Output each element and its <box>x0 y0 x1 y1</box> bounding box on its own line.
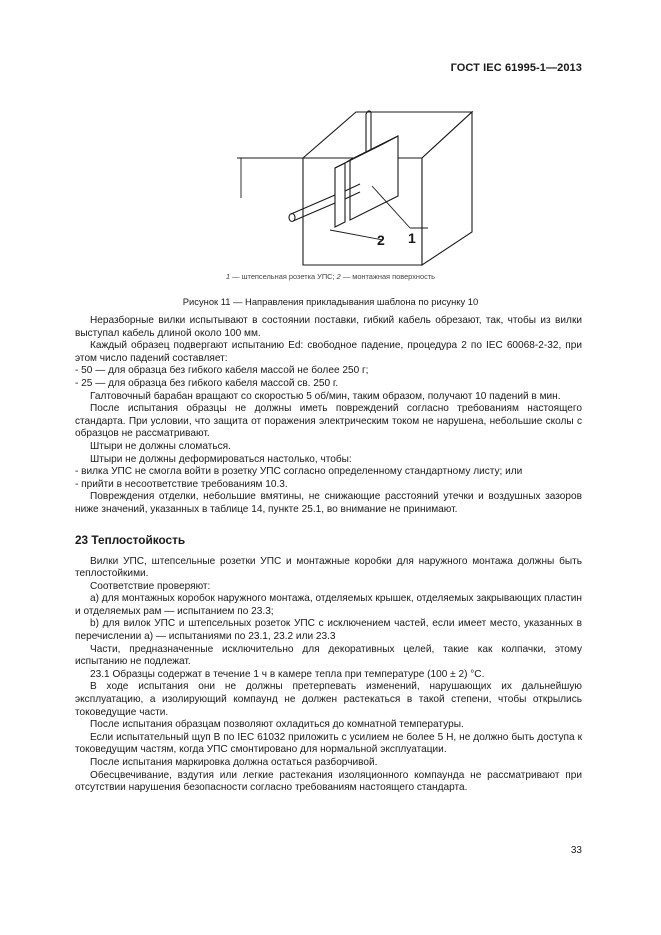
list-item: - 25 — для образца без гибкого кабеля массой св. 250 г. <box>75 377 339 389</box>
legend-text-1: — штепсельная розетка УПС; <box>230 272 337 281</box>
figure-label-1: 1 <box>408 230 416 246</box>
paragraph: После испытания образцы не должны иметь повреждений согласно требованиям настоящего стандарта. При условии, что защита от поражения электрическим током не нарушена, небольшие сколы с образцов не рассматривают. <box>75 403 582 440</box>
list-item: b) для вилок УПС и штепсельных розеток УПС с исключением частей, если имеет место, указанных в перечислении а) — испытаниями по 23.1, 23.2 или 23.3 <box>75 618 582 643</box>
paragraph: После испытания маркировка должна остаться разборчивой. <box>90 757 378 768</box>
paragraph: Вилки УПС, штепсельные розетки УПС и монтажные коробки для наружного монтажа должны быть теплостойкими. <box>75 555 582 580</box>
legend-number-2: 2 <box>336 272 341 281</box>
figure-title: Рисунок 11 — Направления прикладывания шаблона по рисунку 10 <box>182 296 479 307</box>
paragraph: Каждый образец подвергают испытанию Ed: свободное падение, процедура 2 по IEC 60068-2-32, при этом число падений составляет: <box>75 340 582 364</box>
list-item: - прийти в несоответствие требованиям 10.3. <box>75 478 288 490</box>
probe-tip <box>289 214 295 222</box>
list-item: - 50 — для образца без гибкого кабеля массой не более 250 г; <box>75 365 369 377</box>
list-item: а) для монтажных коробок наружного монтажа, отделяемых крышек, отделяемых закрывающих пластин и отделяемых рам — испытанием по 23.3; <box>75 593 582 617</box>
page-number: 33 <box>570 845 582 856</box>
paragraph: Штыри не должны сломаться. <box>90 440 231 452</box>
paragraph: Штыри не должны деформироваться настолько, чтобы: <box>90 453 352 465</box>
figure-label-2: 2 <box>377 232 385 248</box>
paragraph: Галтовочный барабан вращают со скоростью 5 об/мин, таким образом, получают 10 падений в мин. <box>90 390 561 402</box>
socket-front-plate <box>335 163 345 227</box>
document-body <box>75 315 582 795</box>
document-header: ГОСТ IEC 61995-1—2013 <box>450 62 582 74</box>
legend-text-2: — монтажная поверхность <box>340 272 436 281</box>
figure-legend <box>0 272 661 281</box>
paragraph: Если испытательный щуп В по IEC 61032 приложить с усилием не более 5 Н, не должно быть доступа к токоведущим частям, когда УПС смонтировано для нормальной эксплуатации. <box>75 731 582 756</box>
list-item: - вилка УПС не смогла войти в розетку УПС согласно определенному стандартному листу; или <box>75 466 523 478</box>
paragraph: Повреждения отделки, небольшие вмятины, не снижающие расстояний утечки и воздушных зазоров ниже значений, указанных в таблице 14, пункте 25.1, во внимание не принимают. <box>75 491 582 515</box>
paragraph: В ходе испытания они не должны претерпевать изменений, нарушающих их дальнейшую эксплуатацию, а изолирующий компаунд не должен растекаться в такой степени, чтобы открылись токоведущие части. <box>75 681 582 718</box>
paragraph: Соответствие проверяют: <box>90 580 211 592</box>
paragraph: Части, предназначенные исключительно для декоративных целей, такие как колпачки, этому испытанию не подлежат. <box>75 643 582 668</box>
section-heading: 23 Теплостойкость <box>75 532 186 547</box>
socket-figure <box>0 0 661 300</box>
paragraph: Неразборные вилки испытывают в состоянии поставки, гибкий кабель обрезают, так, чтобы из вилки выступал кабель длиной около 100 мм. <box>75 315 582 339</box>
paragraph: 23.1 Образцы содержат в течение 1 ч в камере тепла при температуре (100 ± 2) °С. <box>90 668 485 680</box>
paragraph: Обесцвечивание, вздутия или легкие растекания изоляционного компаунда не рассматривают при отсутствии нарушения безопасности согласно требованиям настоящего стандарта. <box>75 769 582 794</box>
paragraph: После испытания образцам позволяют охладиться до комнатной температуры. <box>90 719 464 731</box>
legend-number-1: 1 <box>225 272 231 281</box>
